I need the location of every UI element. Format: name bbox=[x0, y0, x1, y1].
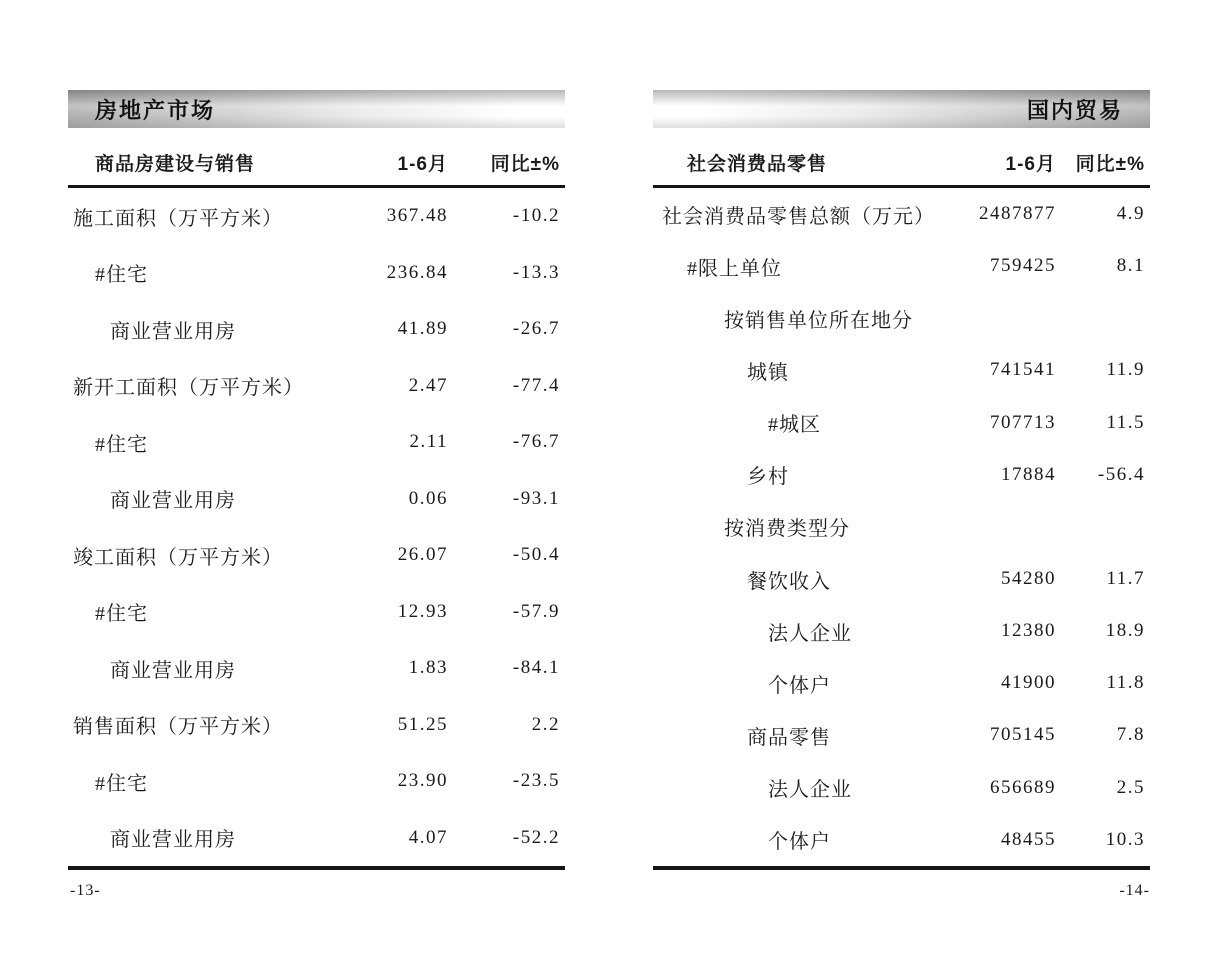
row-value-period: 2.47 bbox=[408, 374, 448, 396]
row-value-yoy: 11.5 bbox=[1106, 411, 1145, 433]
section-real-estate bbox=[68, 90, 565, 900]
row-value-period: 707713 bbox=[990, 411, 1056, 433]
table-header-row bbox=[653, 128, 1150, 188]
table-row bbox=[653, 344, 1150, 396]
table-row bbox=[68, 358, 565, 415]
table-row bbox=[653, 240, 1150, 292]
row-label: 商品零售 bbox=[747, 726, 831, 749]
section-domestic-trade bbox=[653, 90, 1150, 900]
table-row bbox=[653, 605, 1150, 657]
row-value-period: 51.25 bbox=[397, 713, 448, 735]
table-row bbox=[653, 553, 1150, 605]
row-value-yoy: 11.7 bbox=[1106, 568, 1145, 590]
table-body bbox=[653, 188, 1150, 870]
row-value-yoy: 4.9 bbox=[1116, 203, 1145, 225]
table-header-period: 1-6月 bbox=[397, 154, 448, 175]
row-label: #住宅 bbox=[95, 433, 148, 456]
row-label: 按销售单位所在地分 bbox=[724, 309, 913, 332]
row-value-yoy: 18.9 bbox=[1105, 620, 1145, 642]
row-value-period: 1.83 bbox=[408, 657, 448, 679]
row-label: #住宅 bbox=[95, 603, 148, 626]
section-title: 房地产市场 bbox=[95, 97, 216, 123]
row-label: #城区 bbox=[768, 414, 821, 437]
row-label: #住宅 bbox=[95, 772, 148, 795]
table-row bbox=[68, 697, 565, 754]
section-title: 国内贸易 bbox=[1026, 97, 1123, 123]
row-value-yoy: -77.4 bbox=[512, 374, 560, 396]
row-value-yoy: 2.2 bbox=[531, 713, 560, 735]
row-label: 竣工面积（万平方米） bbox=[73, 546, 283, 569]
row-value-period: 2487877 bbox=[979, 203, 1056, 225]
row-label: 施工面积（万平方米） bbox=[73, 207, 283, 230]
page-number-left: -13- bbox=[70, 882, 101, 899]
table-header-yoy: 同比±% bbox=[1075, 154, 1145, 175]
row-value-yoy: -76.7 bbox=[512, 431, 560, 453]
table-row bbox=[653, 814, 1150, 866]
row-value-yoy: -56.4 bbox=[1097, 463, 1145, 485]
table-row bbox=[68, 810, 565, 867]
row-value-yoy: 11.9 bbox=[1106, 359, 1145, 381]
row-value-yoy: -13.3 bbox=[512, 261, 560, 283]
row-value-period: 236.84 bbox=[386, 261, 448, 283]
row-label: 社会消费品零售总额（万元） bbox=[662, 205, 935, 228]
row-value-period: 12.93 bbox=[397, 600, 448, 622]
row-value-period: 367.48 bbox=[386, 205, 448, 227]
row-label: 法人企业 bbox=[768, 622, 852, 645]
section-banner-domestic-trade bbox=[653, 90, 1150, 128]
row-value-yoy: 11.8 bbox=[1106, 672, 1145, 694]
table-header-period: 1-6月 bbox=[1005, 154, 1056, 175]
row-label: 个体户 bbox=[768, 831, 831, 854]
table-row bbox=[68, 471, 565, 528]
row-label: 商业营业用房 bbox=[110, 490, 236, 513]
table-row bbox=[68, 245, 565, 302]
table-row bbox=[68, 527, 565, 584]
row-value-yoy: -23.5 bbox=[512, 770, 560, 792]
table-header-row bbox=[68, 128, 565, 188]
table-row bbox=[653, 501, 1150, 553]
row-label: 乡村 bbox=[747, 466, 789, 489]
row-value-period: 41.89 bbox=[397, 318, 448, 340]
row-label: #限上单位 bbox=[687, 257, 782, 280]
row-label: 城镇 bbox=[747, 361, 789, 384]
row-label: 销售面积（万平方米） bbox=[73, 716, 283, 739]
table-row bbox=[68, 301, 565, 358]
table-row bbox=[68, 414, 565, 471]
table-row bbox=[68, 584, 565, 641]
row-value-yoy: -10.2 bbox=[512, 205, 560, 227]
row-label: 法人企业 bbox=[768, 779, 852, 802]
row-label: 个体户 bbox=[768, 674, 831, 697]
row-value-period: 54280 bbox=[1001, 568, 1056, 590]
row-value-yoy: -93.1 bbox=[512, 487, 560, 509]
table-row bbox=[653, 709, 1150, 761]
table-header-label: 商品房建设与销售 bbox=[95, 154, 256, 175]
row-value-yoy: -57.9 bbox=[512, 600, 560, 622]
row-label: 按消费类型分 bbox=[724, 518, 850, 541]
page-number-right: -14- bbox=[1119, 881, 1150, 899]
section-banner-real-estate bbox=[68, 90, 565, 128]
row-value-period: 12380 bbox=[1001, 620, 1056, 642]
row-value-yoy: 8.1 bbox=[1116, 255, 1145, 277]
row-label: 商业营业用房 bbox=[110, 659, 236, 682]
table-row bbox=[68, 753, 565, 810]
row-label: 新开工面积（万平方米） bbox=[73, 377, 304, 400]
row-value-period: 4.07 bbox=[408, 826, 448, 848]
row-value-yoy: 2.5 bbox=[1116, 776, 1145, 798]
row-value-period: 705145 bbox=[990, 724, 1056, 746]
table-row bbox=[68, 640, 565, 697]
row-value-period: 23.90 bbox=[397, 770, 448, 792]
table-header-label: 社会消费品零售 bbox=[687, 154, 828, 175]
row-label: 餐饮收入 bbox=[747, 570, 831, 593]
row-value-period: 0.06 bbox=[408, 487, 448, 509]
table-row bbox=[68, 188, 565, 245]
row-label: #住宅 bbox=[95, 264, 148, 287]
table-header-yoy: 同比±% bbox=[490, 154, 560, 175]
table-row bbox=[653, 657, 1150, 709]
row-value-period: 656689 bbox=[990, 776, 1056, 798]
row-value-period: 741541 bbox=[990, 359, 1056, 381]
row-label: 商业营业用房 bbox=[110, 320, 236, 343]
table-row bbox=[653, 397, 1150, 449]
table-row bbox=[653, 449, 1150, 501]
row-value-period: 2.11 bbox=[409, 431, 448, 453]
row-value-yoy: 7.8 bbox=[1116, 724, 1145, 746]
table-row bbox=[653, 188, 1150, 240]
row-value-yoy: -50.4 bbox=[512, 544, 560, 566]
row-value-period: 41900 bbox=[1001, 672, 1056, 694]
table-row bbox=[653, 292, 1150, 344]
row-value-yoy: -84.1 bbox=[512, 657, 560, 679]
row-value-period: 759425 bbox=[990, 255, 1056, 277]
row-value-period: 48455 bbox=[1001, 828, 1056, 850]
row-value-period: 17884 bbox=[1001, 463, 1056, 485]
row-value-yoy: 10.3 bbox=[1105, 828, 1145, 850]
row-label: 商业营业用房 bbox=[110, 829, 236, 852]
row-value-yoy: -26.7 bbox=[512, 318, 560, 340]
table-row bbox=[653, 762, 1150, 814]
row-value-period: 26.07 bbox=[397, 544, 448, 566]
table-body bbox=[68, 188, 565, 870]
row-value-yoy: -52.2 bbox=[512, 826, 560, 848]
